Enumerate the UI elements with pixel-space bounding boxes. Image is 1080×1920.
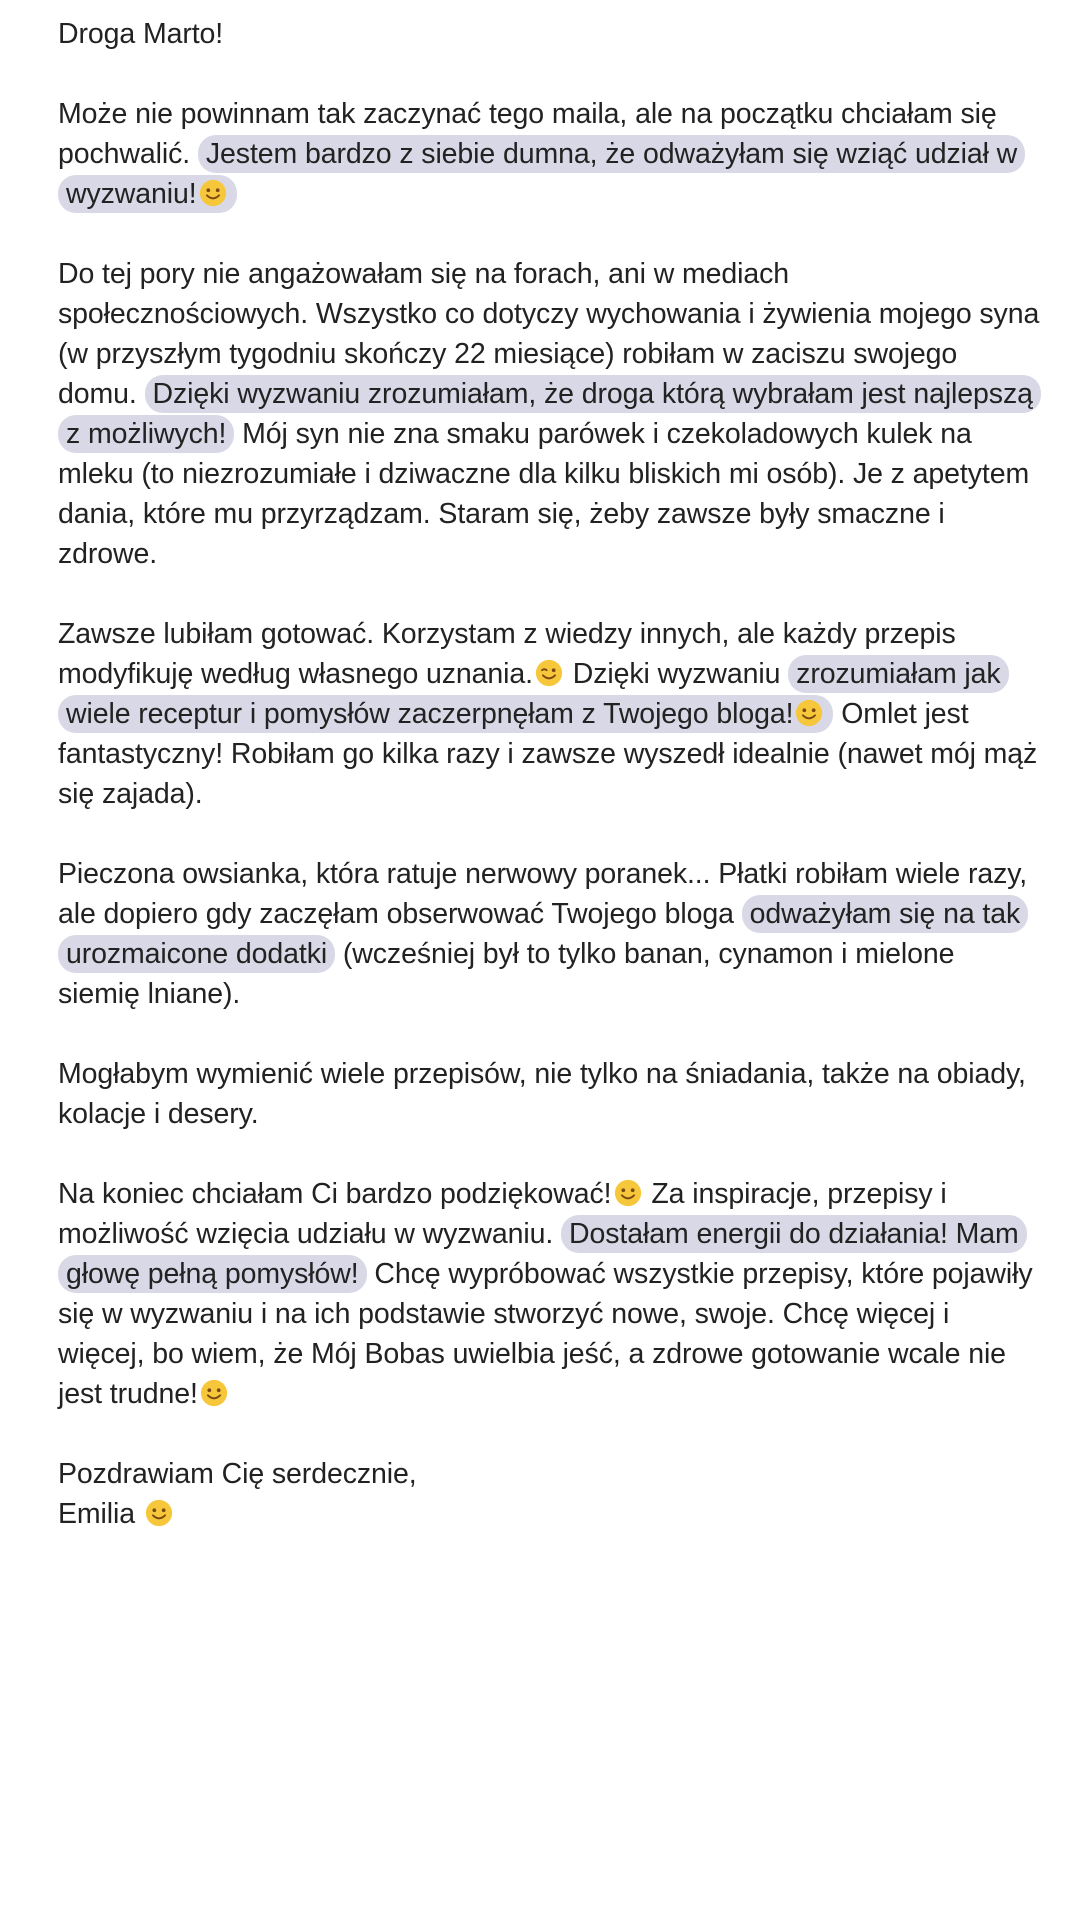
highlighted-text: [58, 135, 1025, 213]
paragraph-text: Mogłabym wymienić wiele przepisów, nie tylko na śniadania, także na obiady, kolacje i desery.: [58, 1058, 1026, 1130]
highlighted-text: Dostałam energii do działania! Mam głowę pełną pomysłów!: [58, 1215, 1027, 1293]
signature-name: Emilia: [58, 1498, 143, 1530]
smile-emoji-icon: [144, 1498, 174, 1528]
greeting-text: Droga Marto!: [58, 18, 224, 50]
highlighted-text: odważyłam się na tak urozmaicone dodatki: [58, 895, 1028, 973]
smile-emoji-icon: [613, 1178, 643, 1208]
paragraph-3: [58, 614, 1040, 814]
paragraph-text: Do tej pory nie angażowałam się na forach, ani w mediach społecznościowych. Wszystko co dotyczy wychowania i żywienia mojego syna (w przyszłym tygodniu skończy 22 miesiące) robiłam w zaciszu swojego domu.: [58, 258, 1040, 410]
smile-emoji-icon: [794, 698, 824, 728]
paragraph-text: Zawsze lubiłam gotować. Korzystam z wiedzy innych, ale każdy przepis modyfikuję według własnego uznania.: [58, 618, 956, 690]
paragraph-text: Za inspiracje, przepisy i możliwość wzięcia udziału w wyzwaniu.: [58, 1178, 947, 1250]
paragraph-text: Omlet jest fantastyczny! Robiłam go kilka razy i zawsze wyszedł idealnie (nawet mój mąż się zajada).: [58, 698, 1038, 810]
highlight-text: zrozumiałam jak wiele receptur i pomysłów zaczerpnęłam z Twojego bloga!: [66, 658, 1001, 730]
highlight-text: Jestem bardzo z siebie dumna, że odważyłam się wziąć udział w wyzwaniu!: [66, 138, 1018, 210]
highlighted-text: Dzięki wyzwaniu zrozumiałam, że droga którą wybrałam jest najlepszą z możliwych!: [58, 375, 1041, 453]
paragraph-text: Mój syn nie zna smaku parówek i czekoladowych kulek na mleku (to niezrozumiałe i dziwaczne dla kilku bliskich mi osób). Je z apetytem dania, które mu przyrządzam. Staram się, żeby zawsze były smaczne i zdrowe.: [58, 418, 1030, 570]
paragraph-text: Pieczona owsianka, która ratuje nerwowy poranek... Płatki robiłam wiele razy, ale dopiero gdy zaczęłam obserwować Twojego bloga: [58, 858, 1028, 930]
paragraph-1: [58, 94, 1040, 214]
wink-emoji-icon: [534, 658, 564, 688]
paragraph-4: [58, 854, 1040, 1014]
closing: [58, 1454, 1040, 1534]
paragraph-text: Może nie powinnam tak zaczynać tego maila, ale na początku chciałam się pochwalić.: [58, 98, 997, 170]
paragraph-text: (wcześniej był to tylko banan, cynamon i mielone siemię lniane).: [58, 938, 955, 1010]
paragraph-5: [58, 1054, 1040, 1134]
paragraph-2: [58, 254, 1040, 574]
smile-emoji-icon: [199, 1378, 229, 1408]
smile-emoji-icon: [198, 178, 228, 208]
paragraph-6: [58, 1174, 1040, 1414]
paragraph-text: Na koniec chciałam Ci bardzo podziękować!: [58, 1178, 612, 1210]
greeting: [58, 14, 1040, 54]
closing-line: Pozdrawiam Cię serdecznie,: [58, 1458, 417, 1490]
paragraph-text: Dzięki wyzwaniu: [564, 658, 789, 690]
paragraph-text: Chcę wypróbować wszystkie przepisy, które pojawiły się w wyzwaniu i na ich podstawie stworzyć nowe, swoje. Chcę więcej i więcej, bo wiem, że Mój Bobas uwielbia jeść, a zdrowe gotowanie wcale nie jest trudne!: [58, 1258, 1033, 1410]
